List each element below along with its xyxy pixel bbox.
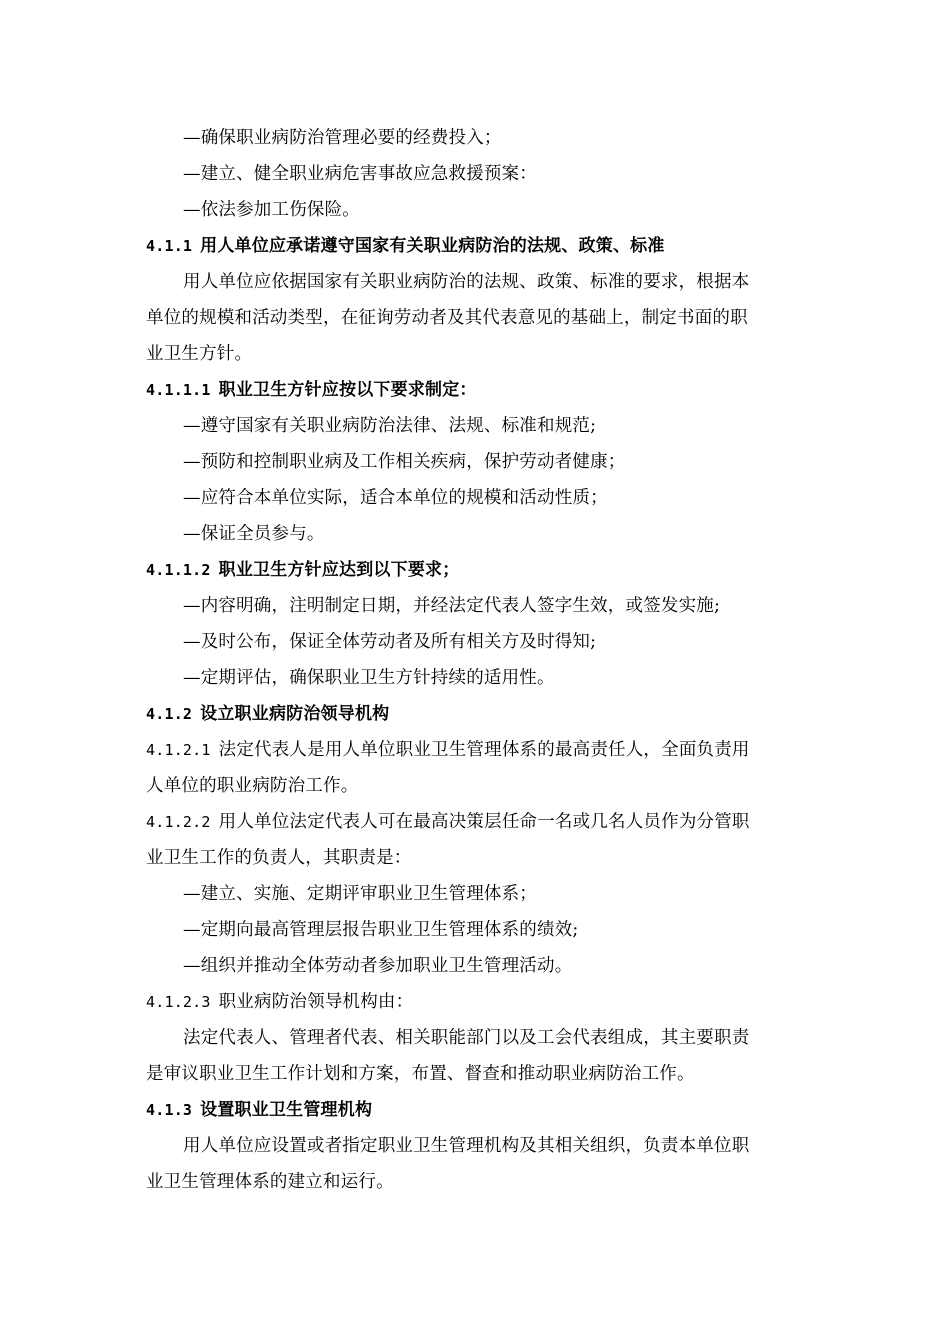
paragraph-line: 法定代表人、管理者代表、相关职能部门以及工会代表组成，其主要职责: [183, 1028, 750, 1048]
bullet-line: —依法参加工伤保险。: [183, 200, 360, 220]
section-heading: 4.1.3 设置职业卫生管理机构: [146, 1100, 373, 1120]
bullet-line: —定期评估，确保职业卫生方针持续的适用性。: [183, 668, 555, 688]
paragraph-line: 用人单位应设置或者指定职业卫生管理机构及其相关组织，负责本单位职: [183, 1136, 750, 1156]
paragraph-line: 是审议职业卫生工作计划和方案，布置、督查和推动职业病防治工作。: [146, 1064, 695, 1084]
numbered-paragraph: 4.1.2.2 用人单位法定代表人可在最高决策层任命一名或几名人员作为分管职: [146, 812, 750, 832]
numbered-paragraph: 4.1.2.1 法定代表人是用人单位职业卫生管理体系的最高责任人，全面负责用: [146, 740, 750, 760]
bullet-line: —确保职业病防治管理必要的经费投入；: [183, 128, 502, 148]
bullet-line: —保证全员参与。: [183, 524, 325, 544]
bullet-line: —组织并推动全体劳动者参加职业卫生管理活动。: [183, 956, 573, 976]
section-heading: 4.1.1.2 职业卫生方针应达到以下要求；: [146, 560, 460, 580]
section-heading: 4.1.1.1 职业卫生方针应按以下要求制定：: [146, 380, 477, 400]
bullet-line: —建立、实施、定期评审职业卫生管理体系；: [183, 884, 537, 904]
bullet-line: —应符合本单位实际，适合本单位的规模和活动性质；: [183, 488, 608, 508]
bullet-line: —及时公布，保证全体劳动者及所有相关方及时得知;: [183, 632, 597, 652]
paragraph-line: 业卫生管理体系的建立和运行。: [146, 1172, 394, 1192]
paragraph-line: 单位的规模和活动类型，在征询劳动者及其代表意见的基础上，制定书面的职: [146, 308, 748, 328]
bullet-line: —预防和控制职业病及工作相关疾病，保护劳动者健康；: [183, 452, 626, 472]
section-heading: 4.1.1 用人单位应承诺遵守国家有关职业病防治的法规、政策、标准: [146, 236, 665, 256]
bullet-line: —遵守国家有关职业病防治法律、法规、标准和规范;: [183, 416, 597, 436]
bullet-line: —建立、健全职业病危害事故应急救援预案：: [183, 164, 537, 184]
paragraph-line: 业卫生工作的负责人，其职责是：: [146, 848, 412, 868]
paragraph-line: 业卫生方针。: [146, 344, 253, 364]
section-heading: 4.1.2 设立职业病防治领导机构: [146, 704, 390, 724]
paragraph-line: 人单位的职业病防治工作。: [146, 776, 359, 796]
numbered-paragraph: 4.1.2.3 职业病防治领导机构由：: [146, 992, 414, 1012]
paragraph-line: 用人单位应依据国家有关职业病防治的法规、政策、标准的要求，根据本: [183, 272, 750, 292]
bullet-line: —定期向最高管理层报告职业卫生管理体系的绩效;: [183, 920, 579, 940]
bullet-line: —内容明确，注明制定日期，并经法定代表人签字生效，或签发实施;: [183, 596, 721, 616]
